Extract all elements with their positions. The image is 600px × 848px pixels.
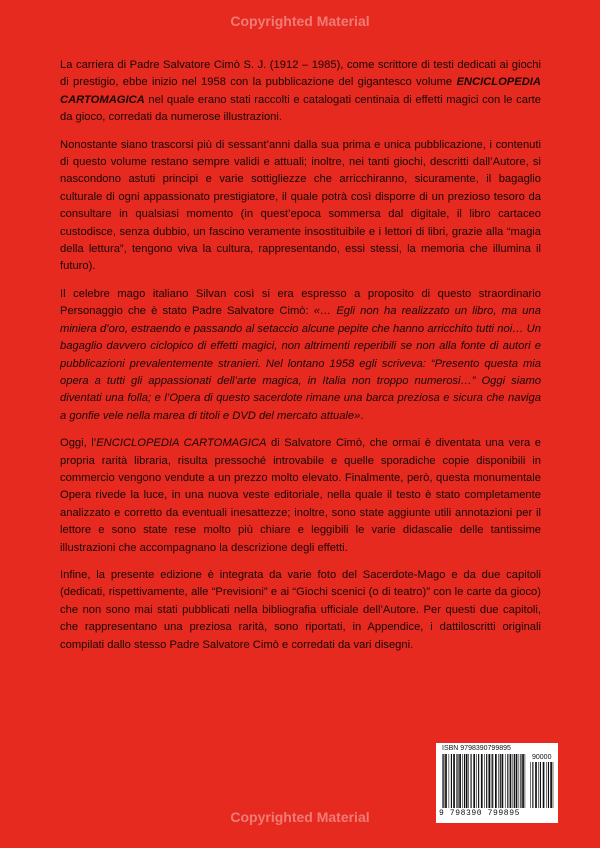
ean-barcode-bars (442, 754, 526, 808)
book-title: ENCICLOPEDIA CARTOMAGICA (96, 437, 267, 450)
back-cover-text (60, 57, 541, 664)
addon-barcode-bars (530, 762, 554, 808)
paragraph-1: La carriera di Padre Salvatore Cimò S. J. (1912 – 1985), come scrittore di testi dedicati ai giochi di prestigio, ebbe inizio nel 1958 con la pubblicazione del gigantesco volume ENCICLOPEDIA CARTOMAGICA nel quale erano stati raccolti e catalogati centinaia di effetti magici con le carte da gioco, corredati da numerose illustrazioni. (60, 59, 541, 124)
silvan-quote: «… Egli non ha realizzato un libro, ma una miniera d’oro, estraendo e passando al setaccio alcune pepite che hanno arricchito tutti noi… Un bagaglio davvero ciclopico di effetti magici, non altrimenti reperibili se non alla fonte di autori e pubblicazioni prevalentemente stranieri. Nel lontano 1958 egli scriveva: “Presento questa mia opera a tutti gli appassionati dell’arte magica, in Italia non troppo numerosi…” Oggi siamo diventati una folla; e l’Opera di questo sacerdote rimane una barca preziosa e sicura che naviga a gonfie vele nella marea di titoli e DVD del mercato attuale» (60, 305, 541, 422)
paragraph-2: Nonostante siano trascorsi più di sessant’anni dalla sua prima e unica pubblicazione, i contenuti di questo volume restano sempre validi e attuali; inoltre, nei tanti giochi, descritti dall’Autore, si nascondono astuti principi e varie sottigliezze che arricchiranno, sicuramente, il bagaglio culturale di ogni appassionato prestigiatore, il quale potrà così disporre di un prezioso tesoro da consultare in qualsiasi momento (in quest’epoca sommersa dal digitale, il libro cartaceo custodisce, senza dubbio, un fascino veramente insostituibile e i lettori di libri, grazie alla “magia della lettura”, tengono viva la cultura, rappresentando, essi stessi, la memoria che illumina il futuro). (60, 138, 541, 273)
isbn-label: ISBN 9798390799895 (442, 745, 511, 752)
copyright-watermark-bottom: Copyrighted Material (230, 809, 370, 825)
book-title: ENCICLOPEDIA CARTOMAGICA (60, 76, 541, 106)
copyright-watermark-top: Copyrighted Material (230, 13, 370, 29)
paragraph-5: Infine, la presente edizione è integrata da varie foto del Sacerdote-Mago e da due capitoli (dedicati, rispettivamente, alle “Previsioni” e ai “Giochi scenici (o di teatro)” con le carte da gioco) che non sono mai stati pubblicati nella bibliografia ufficiale dell’Autore. Per questi due capitoli, che rappresentano una preziosa rarità, sono riportati, in Appendice, i dattiloscritti originali compilati dallo stesso Padre Salvatore Cimò e corredati da vari disegni. (60, 568, 541, 651)
ean-digits: 9 798390 799895 (439, 809, 521, 818)
price-code: 90000 (532, 754, 552, 761)
paragraph-3: Il celebre mago italiano Silvan così si era espresso a proposito di questo straordinario Personaggio che è stato Padre Salvatore Cimò: «… Egli non ha realizzato un libro, ma una miniera d’oro, estraendo e passando al setaccio alcune pepite che hanno arricchito tutti noi… Un bagaglio davvero ciclopico di effetti magici, non altrimenti reperibili se non alla fonte di autori e pubblicazioni prevalentemente stranieri. Nel lontano 1958 egli scriveva: “Presento questa mia opera a tutti gli appassionati dell’arte magica, in Italia non troppo numerosi…” Oggi siamo diventati una folla; e l’Opera di questo sacerdote rimane una barca preziosa e sicura che naviga a gonfie vele nella marea di titoli e DVD del mercato attuale». (60, 287, 541, 422)
paragraph-4: Oggi, l’ENCICLOPEDIA CARTOMAGICA di Salvatore Cimò, che ormai è diventata una vera e propria rarità libraria, risulta pressoché introvabile e quelle sporadiche copie disponibili in commercio vengono vendute a un prezzo molto elevato. Finalmente, però, questa monumentale Opera rivede la luce, in una nuova veste editoriale, nella quale il testo è stato completamente analizzato e corretto da eventuali inesattezze; inoltre, sono state aggiunte utili annotazioni per il lettore e sono state rese molto più chiare e leggibili le varie didascalie delle tantissime illustrazioni che accompagnano la descrizione degli effetti. (60, 437, 541, 554)
